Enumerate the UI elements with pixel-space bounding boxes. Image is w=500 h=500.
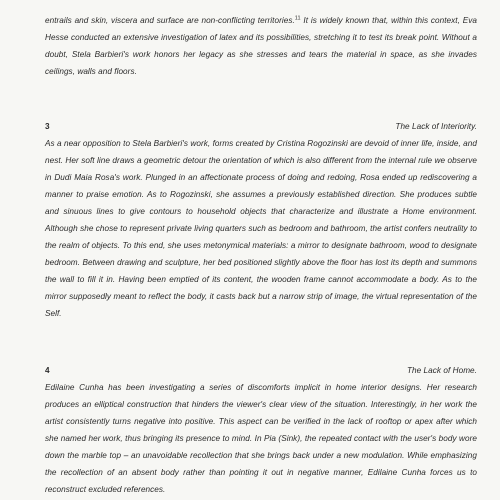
- section-3-number: 3: [45, 122, 50, 131]
- section-3-title: The Lack of Interiority.: [395, 122, 477, 131]
- footnote-marker: 11: [294, 15, 301, 22]
- section-4-number: 4: [45, 366, 50, 375]
- section-4-header: [45, 362, 477, 379]
- intro-text-a: entrails and skin, viscera and surface are non-conflicting territories.: [45, 16, 295, 25]
- section-3: [45, 118, 477, 322]
- section-4-body: Edilaine Cunha has been investigating a series of discomforts implicit in home interior designs. Her research produces an elliptical construction that hinders the viewer's clear view of the situation. Interestingly, in her work the artist consistently turns negative into positive. This aspect can be verified in the lack of rooftop or apex after which she named her work, thus bringing its presence to mind. In Pia (Sink), the repeated contact with the user's body wore down the marble top – an unavoidable recollection that she brings back under a new modulation. While emphasizing the recollection of an absent body rather than pointing it out in negative manner, Edilaine Cunha forces us to reconstruct excluded references.: [45, 383, 477, 494]
- section-3-body: As a near opposition to Stela Barbieri's work, forms created by Cristina Rogozinski are devoid of inner life, inside, and nest. Her soft line draws a geometric detour the orientation of which is also different from the internal rule we observe in Dudi Maia Rosa's work. Plunged in an affectionate process of doing and redoing, Rosa ended up rediscovering a manner to praise emotion. As to Rogozinski, she assumes a previously established direction. She produces subtle and sinuous lines to give contours to household objects that characterize and illustrate a Home environment. Although she chose to represent private living quarters such as bedroom and bathroom, the artist confers neutrality to the realm of objects. To this end, she uses metonymical materials: a mirror to designate bathroom, wood to designate bedroom. Between drawing and sculpture, her bed positioned slightly above the floor has lost its depth and summons the wall to fill it in. Having been emptied of its content, the wooden frame cannot accommodate a body. As to the mirror supposedly meant to reflect the body, it casts back but a narrow strip of image, the virtual representation of the Self.: [45, 139, 477, 318]
- intro-text-b: It is widely known that, within this context, Eva Hesse conducted an extensive investigation of latex and its possibilities, stretching it to test its break point. Without a doubt, Stela Barbieri's work honors her legacy as she stresses and tears the material in space, as she invades ceilings, walls and floors.: [45, 16, 477, 76]
- document-page: [45, 0, 477, 500]
- section-4: [45, 362, 477, 498]
- section-3-header: [45, 118, 477, 135]
- intro-paragraph: [45, 12, 477, 80]
- section-4-title: The Lack of Home.: [406, 366, 477, 375]
